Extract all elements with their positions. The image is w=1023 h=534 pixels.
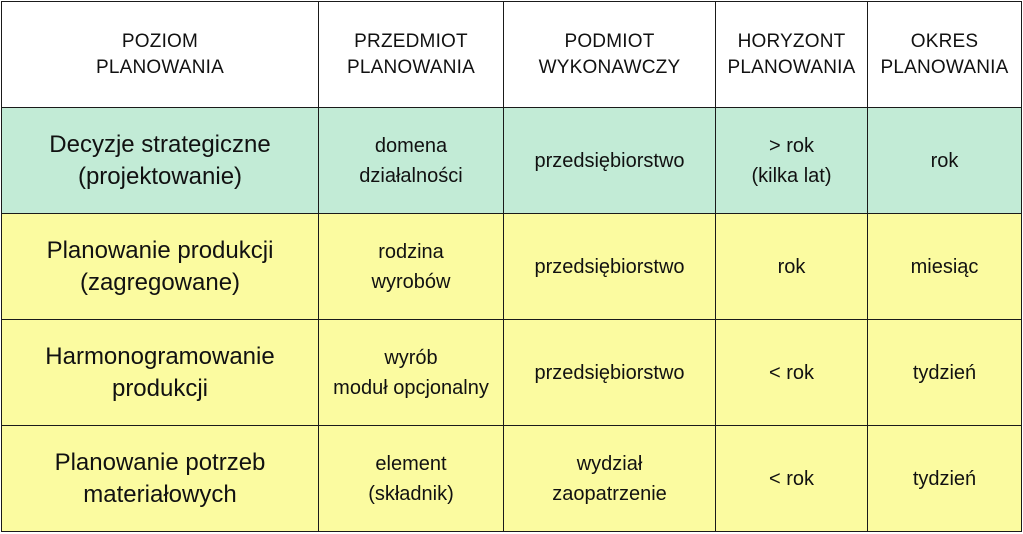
horizon-cell xyxy=(716,214,868,320)
table-row xyxy=(2,320,1022,426)
cell-text: rok xyxy=(930,149,959,172)
header-text: OKRES xyxy=(910,30,979,52)
executor-cell xyxy=(504,320,716,426)
cell-text: przedsiębiorstwo xyxy=(534,255,685,278)
cell-text: tydzień xyxy=(912,361,977,384)
subject-cell xyxy=(319,108,504,214)
cell-text: Decyzje strategiczne xyxy=(49,130,271,158)
cell-text: < rok xyxy=(768,467,815,490)
cell-text: (składnik) xyxy=(368,482,454,505)
subject-cell xyxy=(319,320,504,426)
cell-text: (kilka lat) xyxy=(751,164,832,187)
level-cell xyxy=(2,426,319,532)
planning-levels-table xyxy=(1,1,1022,532)
level-cell xyxy=(2,214,319,320)
cell-text: Planowanie produkcji xyxy=(46,236,274,264)
cell-text: rodzina xyxy=(378,240,444,263)
cell-text: przedsiębiorstwo xyxy=(534,149,685,172)
header-text: PRZEDMIOT xyxy=(354,30,468,52)
horizon-cell xyxy=(716,108,868,214)
subject-cell xyxy=(319,214,504,320)
horizon-cell xyxy=(716,426,868,532)
header-text: POZIOM xyxy=(121,30,199,52)
cell-text: Planowanie potrzeb xyxy=(54,448,266,476)
cell-text: zaopatrzenie xyxy=(552,482,667,505)
cell-text: wyrób xyxy=(384,346,438,369)
executor-cell xyxy=(504,108,716,214)
cell-text: (projektowanie) xyxy=(77,162,243,190)
cell-text: domena xyxy=(374,134,448,157)
period-cell xyxy=(868,320,1022,426)
header-text: PLANOWANIA xyxy=(727,56,856,78)
period-cell xyxy=(868,214,1022,320)
cell-text: < rok xyxy=(768,361,815,384)
header-podmiot xyxy=(504,2,716,108)
table-row xyxy=(2,426,1022,532)
header-text: WYKONAWCZY xyxy=(538,56,681,78)
cell-text: element xyxy=(375,452,447,475)
cell-text: tydzień xyxy=(912,467,977,490)
header-text: PLANOWANIA xyxy=(880,56,1009,78)
header-text: HORYZONT xyxy=(737,30,846,52)
header-text: PODMIOT xyxy=(564,30,655,52)
period-cell xyxy=(868,108,1022,214)
executor-cell xyxy=(504,214,716,320)
cell-text: materiałowych xyxy=(83,480,237,508)
cell-text: wydział xyxy=(576,452,643,475)
cell-text: przedsiębiorstwo xyxy=(534,361,685,384)
table-row xyxy=(2,108,1022,214)
header-text: PLANOWANIA xyxy=(96,56,224,78)
level-cell xyxy=(2,108,319,214)
cell-text: działalności xyxy=(359,164,463,187)
header-text: PLANOWANIA xyxy=(347,56,475,78)
header-horyzont xyxy=(716,2,868,108)
cell-text: produkcji xyxy=(111,374,209,402)
subject-cell xyxy=(319,426,504,532)
cell-text: (zagregowane) xyxy=(79,268,241,296)
cell-text: miesiąc xyxy=(910,255,979,278)
period-cell xyxy=(868,426,1022,532)
horizon-cell xyxy=(716,320,868,426)
header-przedmiot xyxy=(319,2,504,108)
cell-text: rok xyxy=(777,255,806,278)
cell-text: moduł opcjonalny xyxy=(333,376,489,399)
cell-text: > rok xyxy=(768,134,815,157)
executor-cell xyxy=(504,426,716,532)
table-row xyxy=(2,214,1022,320)
cell-text: wyrobów xyxy=(371,270,451,293)
cell-text: Harmonogramowanie xyxy=(45,342,275,370)
header-okres xyxy=(868,2,1022,108)
header-row xyxy=(2,2,1022,108)
level-cell xyxy=(2,320,319,426)
header-poziom xyxy=(2,2,319,108)
